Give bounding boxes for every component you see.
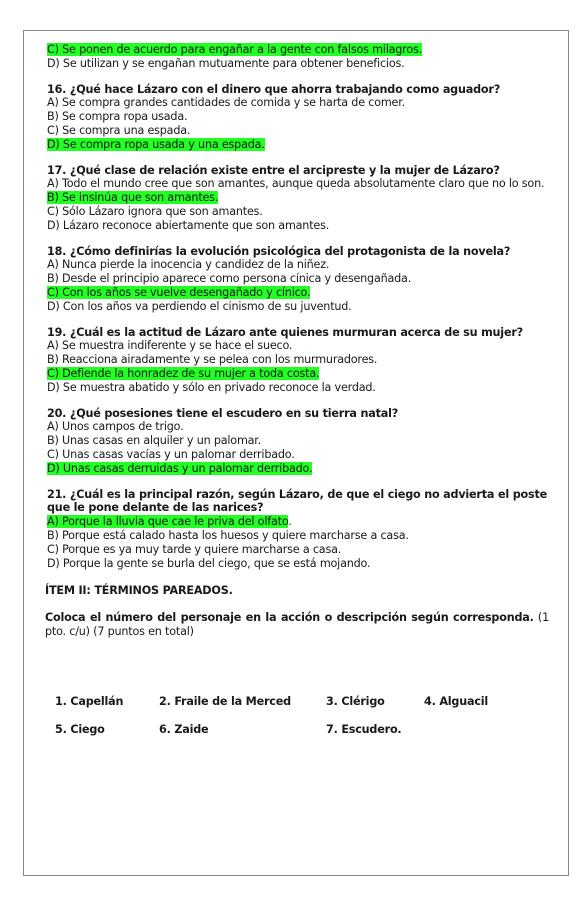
answer-highlight: C) Se ponen de acuerdo para engañar a la gente con falsos milagros. (47, 43, 422, 56)
character-item: 5. Ciego (55, 723, 105, 736)
option-line: C) Se compra una espada. (47, 123, 191, 137)
option-line: D) Lázaro reconoce abiertamente que son amantes. (47, 218, 330, 232)
option-line: A) Se compra grandes cantidades de comida y se harta de comer. (47, 96, 405, 110)
question-18: 18. ¿Cómo definirías la evolución psicológica del protagonista de la novela? (47, 244, 511, 258)
character-item: 1. Capellán (55, 695, 124, 708)
points-text: (1 pto. c/u) (7 puntos en total) (45, 611, 549, 639)
option-line: C) Unas casas vacías y un palomar derribado. (47, 447, 295, 461)
option-line: C) Sólo Lázaro ignora que son amantes. (47, 204, 263, 218)
option-line: D) Se utilizan y se engañan mutuamente para obtener beneficios. (47, 56, 405, 70)
option-line: D) Con los años va perdiendo el cinismo de su juventud. (47, 299, 352, 313)
option-line: B) Desde el principio aparece como persona cínica y desengañada. (47, 272, 412, 286)
option-line: A) Unos campos de trigo. (47, 420, 184, 434)
question-16: 16. ¿Qué hace Lázaro con el dinero que ahorra trabajando como aguador? (47, 82, 500, 96)
option-line: B) Unas casas en alquiler y un palomar. (47, 434, 262, 448)
question-19: 19. ¿Cuál es la actitud de Lázaro ante quienes murmuran acerca de su mujer? (47, 325, 523, 339)
character-item: 3. Clérigo (326, 695, 385, 708)
answer-highlight: A) Porque la lluvia que cae le priva del olfato (47, 515, 289, 529)
option-line: A) Nunca pierde la inocencia y candidez de la niñez. (47, 258, 330, 272)
character-item: 4. Alguacil (424, 695, 489, 708)
option-line: B) Se compra ropa usada. (47, 110, 188, 124)
option-line: D) Se muestra abatido y sólo en privado reconoce la verdad. (47, 380, 376, 394)
question-20: 20. ¿Qué posesiones tiene el escudero en su tierra natal? (47, 406, 399, 420)
question-21: 21. ¿Cuál es la principal razón, según Lázaro, de que el ciego no advierta el poste que le pone delante de las narices? (47, 487, 547, 515)
document-body (47, 43, 547, 639)
option-line: B) Reacciona airadamente y se pelea con los murmuradores. (47, 353, 378, 367)
option-line: B) Porque está calado hasta los huesos y quiere marcharse a casa. (47, 528, 409, 542)
character-item: 6. Zaide (159, 723, 209, 736)
character-item: 2. Fraile de la Merced (159, 695, 291, 708)
option-line: D) Porque la gente se burla del ciego, que se está mojando. (47, 556, 371, 570)
option-trail: . (288, 515, 292, 529)
section-title: ÍTEM II: TÉRMINOS PAREADOS. (45, 584, 233, 598)
instruction-text: Coloca el número del personaje en la acción o descripción según corresponda. (45, 611, 534, 625)
answer-highlight: C) Defiende la honradez de su mujer a toda costa. (47, 366, 320, 380)
option-line: A) Se muestra indiferente y se hace el sueco. (47, 339, 293, 353)
character-item: 7. Escudero. (326, 723, 402, 736)
option-line: A) Todo el mundo cree que son amantes, aunque queda absolutamente claro que no lo son. (47, 177, 545, 191)
answer-highlight: D) Unas casas derruidas y un palomar derribado. (47, 461, 313, 475)
option-line: C) Porque es ya muy tarde y quiere marcharse a casa. (47, 542, 342, 556)
answer-highlight: C) Con los años se vuelve desengañado y cínico. (47, 285, 311, 299)
answer-highlight: D) Se compra ropa usada y una espada. (47, 137, 265, 151)
question-17: 17. ¿Qué clase de relación existe entre el arcipreste y la mujer de Lázaro? (47, 163, 500, 177)
answer-highlight: B) Se insinúa que son amantes. (47, 191, 219, 205)
